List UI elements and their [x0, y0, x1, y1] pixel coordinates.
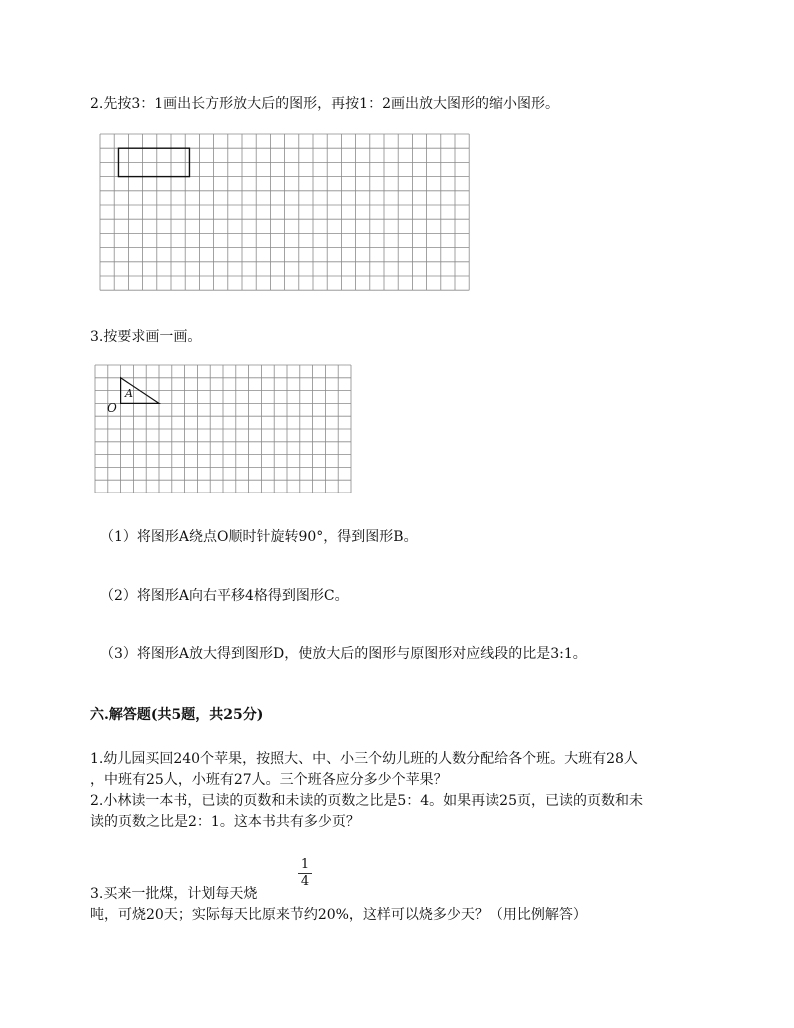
- question-3-title: 3.按要求画一画。: [90, 329, 202, 345]
- shape-a-label: A: [125, 387, 133, 400]
- problem-2-line-2: 读的页数之比是2：1。这本书共有多少页？: [90, 814, 360, 830]
- problem-1-line-1: 1.幼儿园买回240个苹果，按照大、中、小三个幼儿班的人数分配给各个班。大班有28人: [90, 751, 638, 767]
- fraction-numerator: 1: [300, 857, 310, 872]
- grid-lines: [100, 134, 469, 290]
- question-2-title: 2.先按3：1画出长方形放大后的图形，再按1：2画出放大图形的缩小图形。: [90, 96, 559, 112]
- grid-rectangle-figure: [98, 132, 478, 292]
- question-3-sub-2: （2）将图形A向右平移4格得到图形C。: [100, 588, 349, 604]
- question-3-sub-3: （3）将图形A放大得到图形D，使放大后的图形与原图形对应线段的比是3:1。: [100, 646, 587, 662]
- fraction-denominator: 4: [300, 874, 310, 889]
- problem-2-line-1: 2.小林读一本书，已读的页数和未读的页数之比是5：4。如果再读25页，已读的页数和未: [90, 793, 643, 809]
- problem-1-line-2: ，中班有25人，小班有27人。三个班各应分多少个苹果？: [90, 772, 448, 788]
- section-6-title: 六.解答题(共5题，共25分): [90, 707, 264, 723]
- problem-3-line-2: 吨，可烧20天；实际每天比原来节约20%，这样可以烧多少天？（用比例解答）: [90, 907, 587, 923]
- point-o-label: O: [107, 401, 117, 415]
- grid-lines: [95, 365, 351, 493]
- question-3-sub-1: （1）将图形A绕点O顺时针旋转90°，得到图形B。: [100, 529, 418, 545]
- problem-3-line-1: 3.买来一批煤，计划每天烧: [90, 886, 258, 902]
- grid-triangle-figure: [93, 363, 355, 493]
- fraction-one-quarter: [298, 858, 312, 889]
